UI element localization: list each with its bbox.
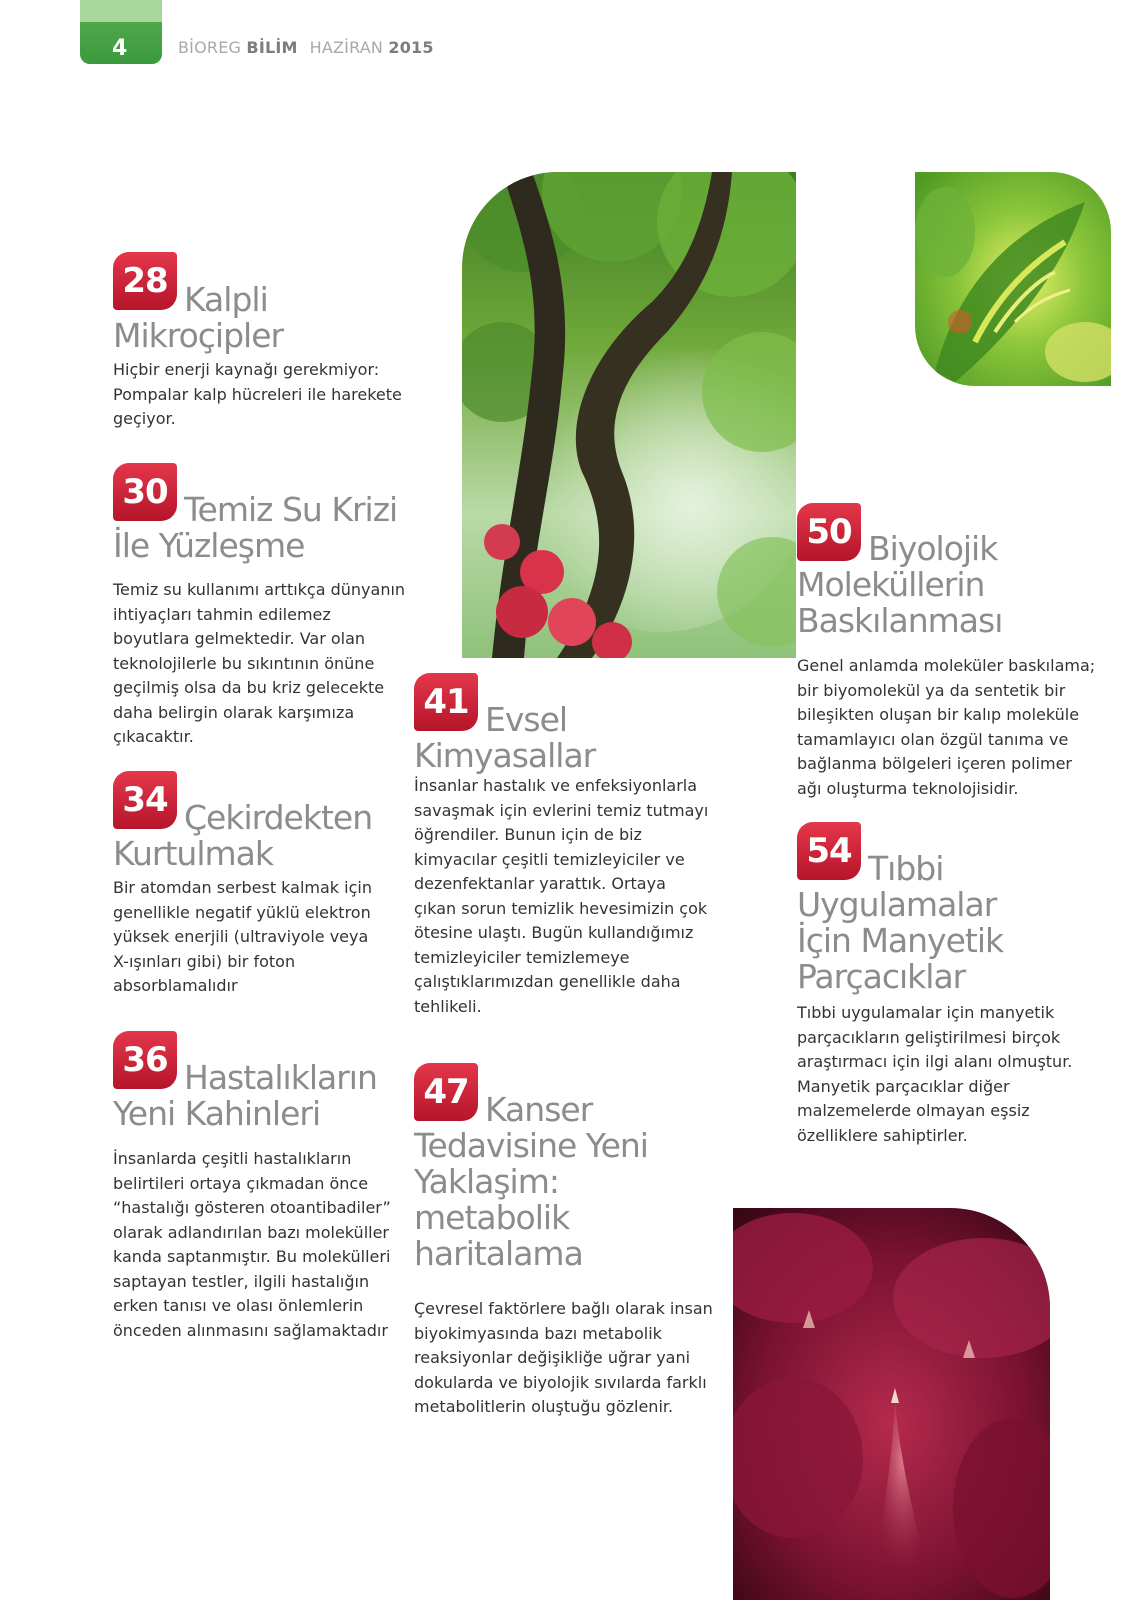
article-47-title-line-1: Kanser — [485, 1090, 593, 1129]
article-41-title-line-2: Kimyasallar — [414, 736, 596, 775]
article-54-page-badge: 54 — [797, 822, 861, 880]
issue-month: HAZİRAN — [309, 38, 384, 57]
article-41-page-badge: 41 — [414, 673, 478, 731]
article-28-title[interactable] — [113, 282, 283, 354]
article-28-title-line-2: Mikroçipler — [113, 316, 284, 355]
masthead — [178, 38, 434, 57]
leaf-photo — [915, 172, 1111, 386]
article-47-title-line-2: Tedavisine Yeni — [414, 1126, 648, 1165]
article-30-title-line-2: İle Yüzleşme — [113, 526, 305, 565]
article-54-title[interactable] — [797, 851, 1003, 995]
article-47-title-line-5: haritalama — [414, 1234, 583, 1273]
article-50-title[interactable] — [797, 531, 1002, 639]
article-47-summary: Çevresel faktörlere bağlı olarak insan biyokimyasında bazı metabolik reaksiyonlar değişikliğe uğrar yani dokularda ve biyolojik sıvılarda farklı metabolitlerin oluştuğu gözlenir. — [414, 1299, 713, 1416]
article-54-title-line-3: İçin Manyetik — [797, 921, 1004, 960]
article-30-title[interactable] — [113, 492, 397, 564]
article-41-summary: İnsanlar hastalık ve enfeksiyonlarla savaşmak için evlerini temiz tutmayı öğrendiler. Bunun için de biz kimyacılar çeşitli temizleyiciler ve dezenfektanlar yarattık. Ortaya çıkan sorun temizlik hevesimizin çok ötesine ulaştı. Bugün kullandığımız temizleyiciler temizlemeye çalıştıklarımızdan genellikle daha tehlikeli. — [414, 776, 709, 1016]
article-34-title[interactable] — [113, 800, 372, 872]
article-30-page-badge: 30 — [113, 463, 177, 521]
article-34-summary: Bir atomdan serbest kalmak için genellikle negatif yüklü elektron yüksek enerjili (ultraviyole veya X-ışınları gibi) bir foton absorblamalıdır — [113, 878, 372, 995]
article-50-title-line-1: Biyolojik — [868, 529, 998, 568]
article-28-summary: Hiçbir enerji kaynağı gerekmiyor: Pompalar kalp hücreleri ile harekete geçiyor. — [113, 360, 402, 428]
issue-year: 2015 — [388, 38, 434, 57]
article-36-page-badge: 36 — [113, 1031, 177, 1089]
article-47-title-line-3: Yaklaşim: — [414, 1162, 559, 1201]
article-54-title-line-2: Uygulamalar — [797, 885, 997, 924]
article-36-title-line-2: Yeni Kahinleri — [113, 1094, 321, 1133]
article-47-title[interactable] — [414, 1092, 648, 1272]
article-54-title-line-1: Tıbbi — [868, 849, 944, 888]
article-34-title-line-1: Çekirdekten — [184, 798, 373, 837]
article-50-title-line-2: Moleküllerin — [797, 565, 985, 604]
article-28-page-badge: 28 — [113, 252, 177, 310]
article-36-summary: İnsanlarda çeşitli hastalıkların belirtileri ortaya çıkmadan önce “hastalığı gösteren otoantibadiler” olarak adlandırılan bazı moleküller kanda saptanmıştır. Bu molekülleri saptayan testler, ilgili hastalığın erken tanısı ve olası önlemlerin önceden alınmasını sağlamaktadır — [113, 1149, 391, 1340]
article-30-summary: Temiz su kullanımı arttıkça dünyanın ihtiyaçları tahmin edilemez boyutlara gelmektedir. Var olan teknolojilerle bu sıkıntının önüne geçilmiş olsa da bu kriz gelecekte daha belirgin olarak karşımıza çıkacaktır. — [113, 580, 406, 746]
article-54-summary: Tıbbi uygulamalar için manyetik parçacıkların geliştirilmesi birçok araştırmacı için ilgi alanı olmuştur. Manyetik parçacıklar diğer malzemelerde olmayan eşsiz özelliklere sahiptirler. — [797, 1003, 1073, 1145]
article-36-title-line-1: Hastalıkların — [184, 1058, 377, 1097]
article-47-title-line-4: metabolik — [414, 1198, 570, 1237]
article-28-title-line-1: Kalpli — [184, 280, 268, 319]
article-34-title-line-2: Kurtulmak — [113, 834, 273, 873]
succulent-photo — [733, 1208, 1050, 1600]
article-30-title-line-1: Temiz Su Krizi — [184, 490, 398, 529]
forest-photo — [462, 172, 796, 658]
article-36-title[interactable] — [113, 1060, 377, 1132]
article-41-title[interactable] — [414, 702, 595, 774]
magazine-name-bold: BİLİM — [246, 38, 298, 57]
page-number: 4 — [112, 36, 128, 61]
article-54-title-line-4: Parçacıklar — [797, 957, 966, 996]
article-50-summary: Genel anlamda moleküler baskılama; bir biyomolekül ya da sentetik bir bileşikten oluşan bir kalıp moleküle tamamlayıcı olan özgül tanıma ve bağlanma bölgeleri içeren polimer ağı oluşturma teknolojisidir. — [797, 656, 1096, 798]
magazine-name-light: BİOREG — [178, 38, 242, 57]
article-50-title-line-3: Baskılanması — [797, 601, 1003, 640]
article-47-page-badge: 47 — [414, 1063, 478, 1121]
article-41-title-line-1: Evsel — [485, 700, 568, 739]
article-50-page-badge: 50 — [797, 503, 861, 561]
article-34-page-badge: 34 — [113, 771, 177, 829]
